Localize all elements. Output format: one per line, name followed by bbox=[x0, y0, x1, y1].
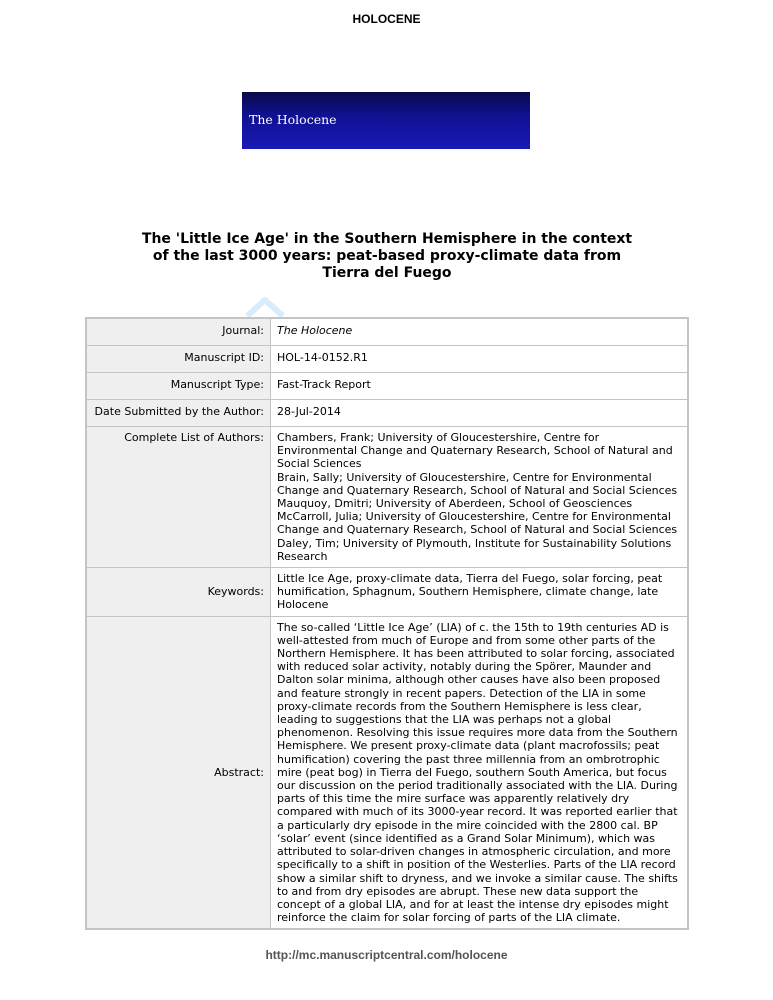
author-entry: Mauquoy, Dmitri; University of Aberdeen, School of Geosciences bbox=[277, 497, 633, 511]
abstract-row bbox=[87, 617, 687, 929]
manuscript-metadata-table bbox=[85, 317, 689, 930]
authors-row bbox=[87, 427, 687, 568]
abstract-label: Abstract: bbox=[87, 617, 271, 929]
abstract-text: The so-called ‘Little Ice Age’ (LIA) of c. the 15th to 19th centuries AD is well-attested from much of Europe and from some other parts of the Northern Hemisphere. It has been attributed to solar forcing, associated with reduced solar activity, notably during the Spörer, Maunder and Dalton solar minima, although other causes have also been proposed and feature strongly in recent papers. Detection of the LIA in some proxy-climate records from the Southern Hemisphere is less clear, leading to suggestions that the LIA was perhaps not a global phenomenon. Resolving this issue requires more data from the Southern Hemisphere. We present proxy-climate data (plant macrofossils; peat humification) covering the past three millennia from an ombrotrophic mire (peat bog) in Tierra del Fuego, southern South America, but focus our discussion on the period traditionally associated with the LIA. During parts of this time the mire surface was apparently relatively dry compared with much of its 3000-year record. It was reported earlier that a particularly dry episode in the mire coincided with the 2800 cal. BP ‘solar’ event (since identified as a Grand Solar Minimum), which was attributed to solar-driven changes in atmospheric circulation, and more specifically to a shift in position of the Westerlies. Parts of the LIA record show a similar shift to dryness, and we invoke a similar cause. The shifts to and from dry episodes are abrupt. These new data support the concept of a global LIA, and for at least the intense dry episodes might reinforce the claim for solar forcing of parts of the LIA climate. bbox=[277, 620, 678, 925]
date-submitted-row bbox=[87, 400, 687, 427]
authors-list bbox=[271, 427, 687, 568]
manuscript-type-value: Fast-Track Report bbox=[271, 373, 687, 400]
manuscript-id-value: HOL-14-0152.R1 bbox=[271, 346, 687, 373]
manuscript-type-row bbox=[87, 373, 687, 400]
manuscript-type-label: Manuscript Type: bbox=[87, 373, 271, 400]
journal-label: Journal: bbox=[87, 319, 271, 346]
footer-url-link[interactable]: http://mc.manuscriptcentral.com/holocene bbox=[265, 948, 508, 962]
author-entry: McCarroll, Julia; University of Gloucestershire, Centre for Environmental Change and Quaternary Research, School of Natural and Social Sciences bbox=[277, 510, 678, 537]
journal-row bbox=[87, 319, 687, 346]
author-entry: Brain, Sally; University of Gloucestershire, Centre for Environmental Change and Quaternary Research, School of Natural and Social Sciences bbox=[277, 470, 678, 497]
manuscript-id-label: Manuscript ID: bbox=[87, 346, 271, 373]
authors-label: Complete List of Authors: bbox=[87, 427, 271, 568]
journal-banner bbox=[242, 92, 530, 149]
date-submitted-label: Date Submitted by the Author: bbox=[87, 400, 271, 427]
journal-header: HOLOCENE bbox=[352, 12, 421, 26]
keywords-row bbox=[87, 568, 687, 617]
manuscript-id-row bbox=[87, 346, 687, 373]
author-entry: Chambers, Frank; University of Gloucestershire, Centre for Environmental Change and Quaternary Research, School of Natural and Social Sciences bbox=[277, 431, 673, 471]
author-entry: Daley, Tim; University of Plymouth, Institute for Sustainability Solutions Research bbox=[277, 536, 672, 563]
article-title: The 'Little Ice Age' in the Southern Hemisphere in the context of the last 3000 years: peat-based proxy-climate data from Tierra del Fuego bbox=[141, 231, 633, 281]
banner-title: The Holocene bbox=[249, 112, 337, 127]
watermark-icon bbox=[245, 296, 285, 318]
date-submitted-value: 28-Jul-2014 bbox=[271, 400, 687, 427]
journal-value: The Holocene bbox=[271, 319, 687, 346]
keywords-value: Little Ice Age, proxy-climate data, Tierra del Fuego, solar forcing, peat humification, Sphagnum, Southern Hemisphere, climate change, late Holocene bbox=[271, 568, 687, 617]
keywords-label: Keywords: bbox=[87, 568, 271, 617]
